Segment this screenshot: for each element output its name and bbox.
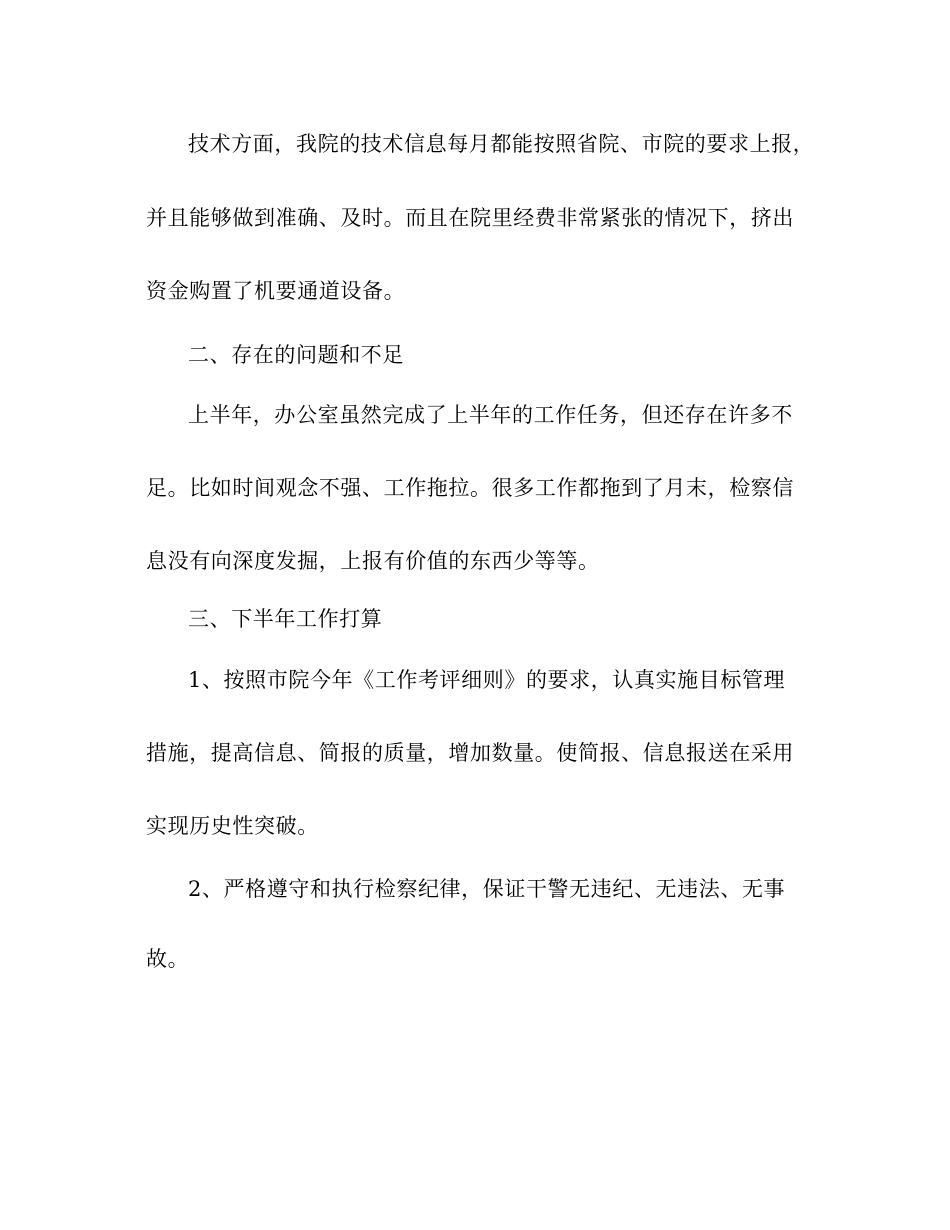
plan-item-1-line-3: 实现历史性突破。 [146, 814, 319, 838]
plan-item-1-line-1: 1、按照市院今年《工作考评细则》的要求，认真实施目标管理 [188, 668, 786, 692]
paragraph-technology-line-3: 资金购置了机要通道设备。 [146, 279, 406, 303]
paragraph-technology-line-1: 技术方面，我院的技术信息每月都能按照省院、市院的要求上报， [188, 132, 815, 156]
section-heading-problems: 二、存在的问题和不足 [188, 343, 404, 367]
plan-item-1-line-2: 措施，提高信息、简报的质量，增加数量。使简报、信息报送在采用 [146, 741, 794, 765]
paragraph-problems-line-3: 息没有向深度发掘，上报有价值的东西少等等。 [146, 549, 600, 573]
plan-item-2-line-2: 故。 [146, 947, 190, 971]
paragraph-problems-line-2: 足。比如时间观念不强、工作拖拉。很多工作都拖到了月末，检察信 [146, 476, 794, 500]
plan-item-2-line-1: 2、严格遵守和执行检察纪律，保证干警无违纪、无违法、无事 [188, 877, 786, 901]
paragraph-problems-line-1: 上半年，办公室虽然完成了上半年的工作任务，但还存在许多不 [188, 403, 793, 427]
section-heading-plans: 三、下半年工作打算 [188, 607, 383, 631]
paragraph-technology-line-2: 并且能够做到准确、及时。而且在院里经费非常紧张的情况下，挤出 [146, 206, 794, 230]
